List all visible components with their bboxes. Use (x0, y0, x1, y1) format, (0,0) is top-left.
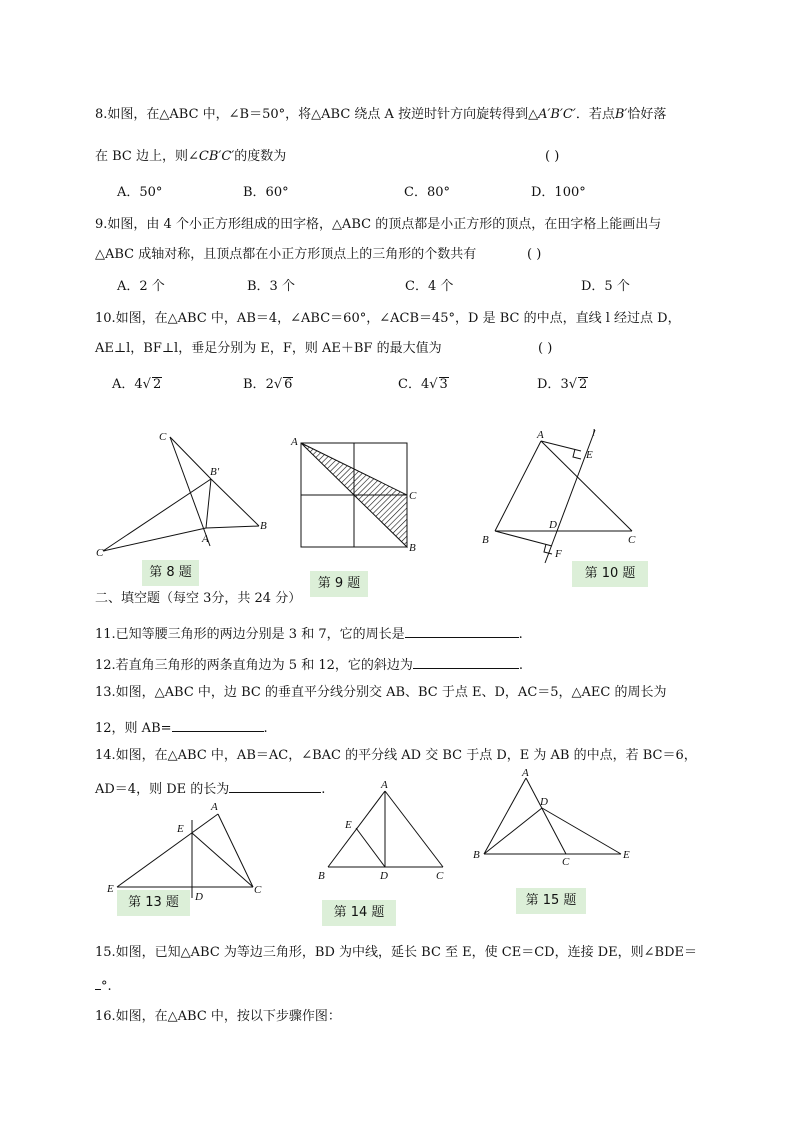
fig8-label-a: A (202, 533, 209, 545)
fig15-label-c: C (562, 856, 570, 868)
fig8-label-bprime: B′ (210, 466, 220, 478)
fig14-label-b: B (318, 870, 325, 882)
figure-9 (290, 432, 420, 557)
q14-answer-blank (229, 778, 321, 793)
fig15-label-e: E (623, 849, 630, 861)
q12-line: 12.若直角三角形的两条直角边为 5 和 12，它的斜边为 . (95, 654, 523, 675)
fig8-label-b: B (260, 520, 267, 532)
q8-point-bprime: B′ (614, 107, 628, 122)
fig10-label-a: A (537, 429, 544, 441)
q15-line1: 15.如图，已知△ABC 为等边三角形，BD 为中线，延长 BC 至 E，使 CE＝CD，连接 DE，则∠BDE＝ (95, 945, 698, 960)
q13-line1: 13.如图，△ABC 中，边 BC 的垂直平分线分别交 AB、BC 于点 E、D，AC＝5，△AEC 的周长为 (95, 685, 667, 700)
q8-option-d: D．100° (531, 185, 586, 200)
q9-option-d: D．5 个 (581, 279, 630, 294)
fig10-caption: 第 10 题 (572, 561, 648, 587)
q9-option-a: A．2 个 (117, 279, 165, 294)
fig9-caption: 第 9 题 (310, 571, 368, 597)
fig14-label-e: E (345, 819, 352, 831)
q8-answer-paren: ( ) (545, 149, 560, 164)
fig8-caption: 第 8 题 (142, 560, 199, 586)
q10-line1: 10.如图，在△ABC 中，AB＝4，∠ABC＝60°，∠ACB＝45°，D 是 BC 的中点，直线 l 经过点 D， (95, 311, 681, 326)
fig13-label-a: A (211, 801, 218, 813)
q8-option-a: A．50° (117, 185, 163, 200)
fig8-label-c: C (159, 431, 167, 443)
q10-option-b: B．2√ 6 (243, 377, 293, 392)
fig10-label-e: E (586, 449, 593, 461)
fig10-label-d: D (549, 519, 557, 531)
q11-answer-blank (405, 623, 519, 638)
q12-answer-blank (413, 654, 519, 669)
fig10-label-c: C (628, 534, 636, 546)
figure-10 (478, 425, 648, 570)
fig15-label-a: A (522, 767, 529, 779)
q10-line2: AE⊥l，BF⊥l，垂足分别为 E，F，则 AE＋BF 的最大值为 (95, 341, 442, 356)
fig14-caption: 第 14 题 (322, 900, 396, 926)
fig9-label-b: B (409, 542, 416, 554)
q8-line2: 在 BC 边上，则∠CB′C′的度数为 (95, 149, 287, 164)
figure-13 (104, 798, 274, 903)
fig13-caption: 第 13 题 (117, 890, 190, 916)
fig10-label-b: B (482, 534, 489, 546)
q8-option-b: B．60° (243, 185, 289, 200)
q9-line1: 9.如图，由 4 个小正方形组成的田字格，△ABC 的顶点都是小正方形的顶点，在田字格上能画出与 (95, 217, 662, 232)
fig15-label-b: B (473, 849, 480, 861)
fig14-label-c: C (436, 870, 444, 882)
fig9-label-a: A (291, 436, 298, 448)
q13-line2: 12，则 AB= . (95, 717, 268, 738)
fig13-label-c: C (254, 884, 262, 896)
q11-line: 11.已知等腰三角形的两边分别是 3 和 7，它的周长是 . (95, 623, 523, 644)
fig13-label-d: D (195, 891, 203, 903)
q10-option-d: D．3√ 2 (537, 377, 588, 392)
q9-option-c: C．4 个 (405, 279, 454, 294)
q10-answer-paren: ( ) (538, 341, 553, 356)
q14-line1: 14.如图，在△ABC 中，AB＝AC，∠BAC 的平分线 AD 交 BC 于点 D，E 为 AB 的中点，若 BC＝6， (95, 748, 697, 763)
q10-option-c: C．4√ 3 (398, 377, 448, 392)
fig14-label-a: A (381, 779, 388, 791)
fig8-label-cprime: C′ (96, 547, 106, 559)
q16-line1: 16.如图，在△ABC 中，按以下步骤作图： (95, 1009, 341, 1024)
q9-answer-paren: ( ) (527, 247, 542, 262)
fig10-label-l: l (592, 427, 596, 439)
fig15-caption: 第 15 题 (516, 888, 586, 914)
section-2-heading: 二、填空题（每空 3分，共 24 分） (95, 591, 302, 606)
q8-triangle-prime: △A′B′C′ (528, 107, 576, 122)
figure-14 (315, 778, 455, 883)
fig13-label-e-upper: E (177, 823, 184, 835)
q14-line2: AD＝4，则 DE 的长为 . (95, 778, 325, 799)
q10-option-a: A．4√ 2 (112, 377, 162, 392)
figure-8 (90, 425, 280, 565)
figure-15 (470, 768, 640, 868)
fig9-label-c: C (409, 490, 417, 502)
q9-line2: △ABC 成轴对称，且顶点都在小正方形顶点上的三角形的个数共有 (95, 247, 477, 262)
q8-line1: 8.如图，在△ABC 中，∠B＝50°，将△ABC 绕点 A 按逆时针方向旋转得到△A′B′C′．若点B′恰好落 (95, 107, 667, 122)
fig15-label-d: D (540, 796, 548, 808)
fig14-label-d: D (380, 870, 388, 882)
fig10-label-f: F (555, 548, 562, 560)
q13-answer-blank (172, 717, 264, 732)
q9-option-b: B．3 个 (247, 279, 295, 294)
q8-option-c: C．80° (404, 185, 450, 200)
fig13-label-e-left: E (107, 883, 114, 895)
q15-line2: °. (95, 975, 112, 996)
